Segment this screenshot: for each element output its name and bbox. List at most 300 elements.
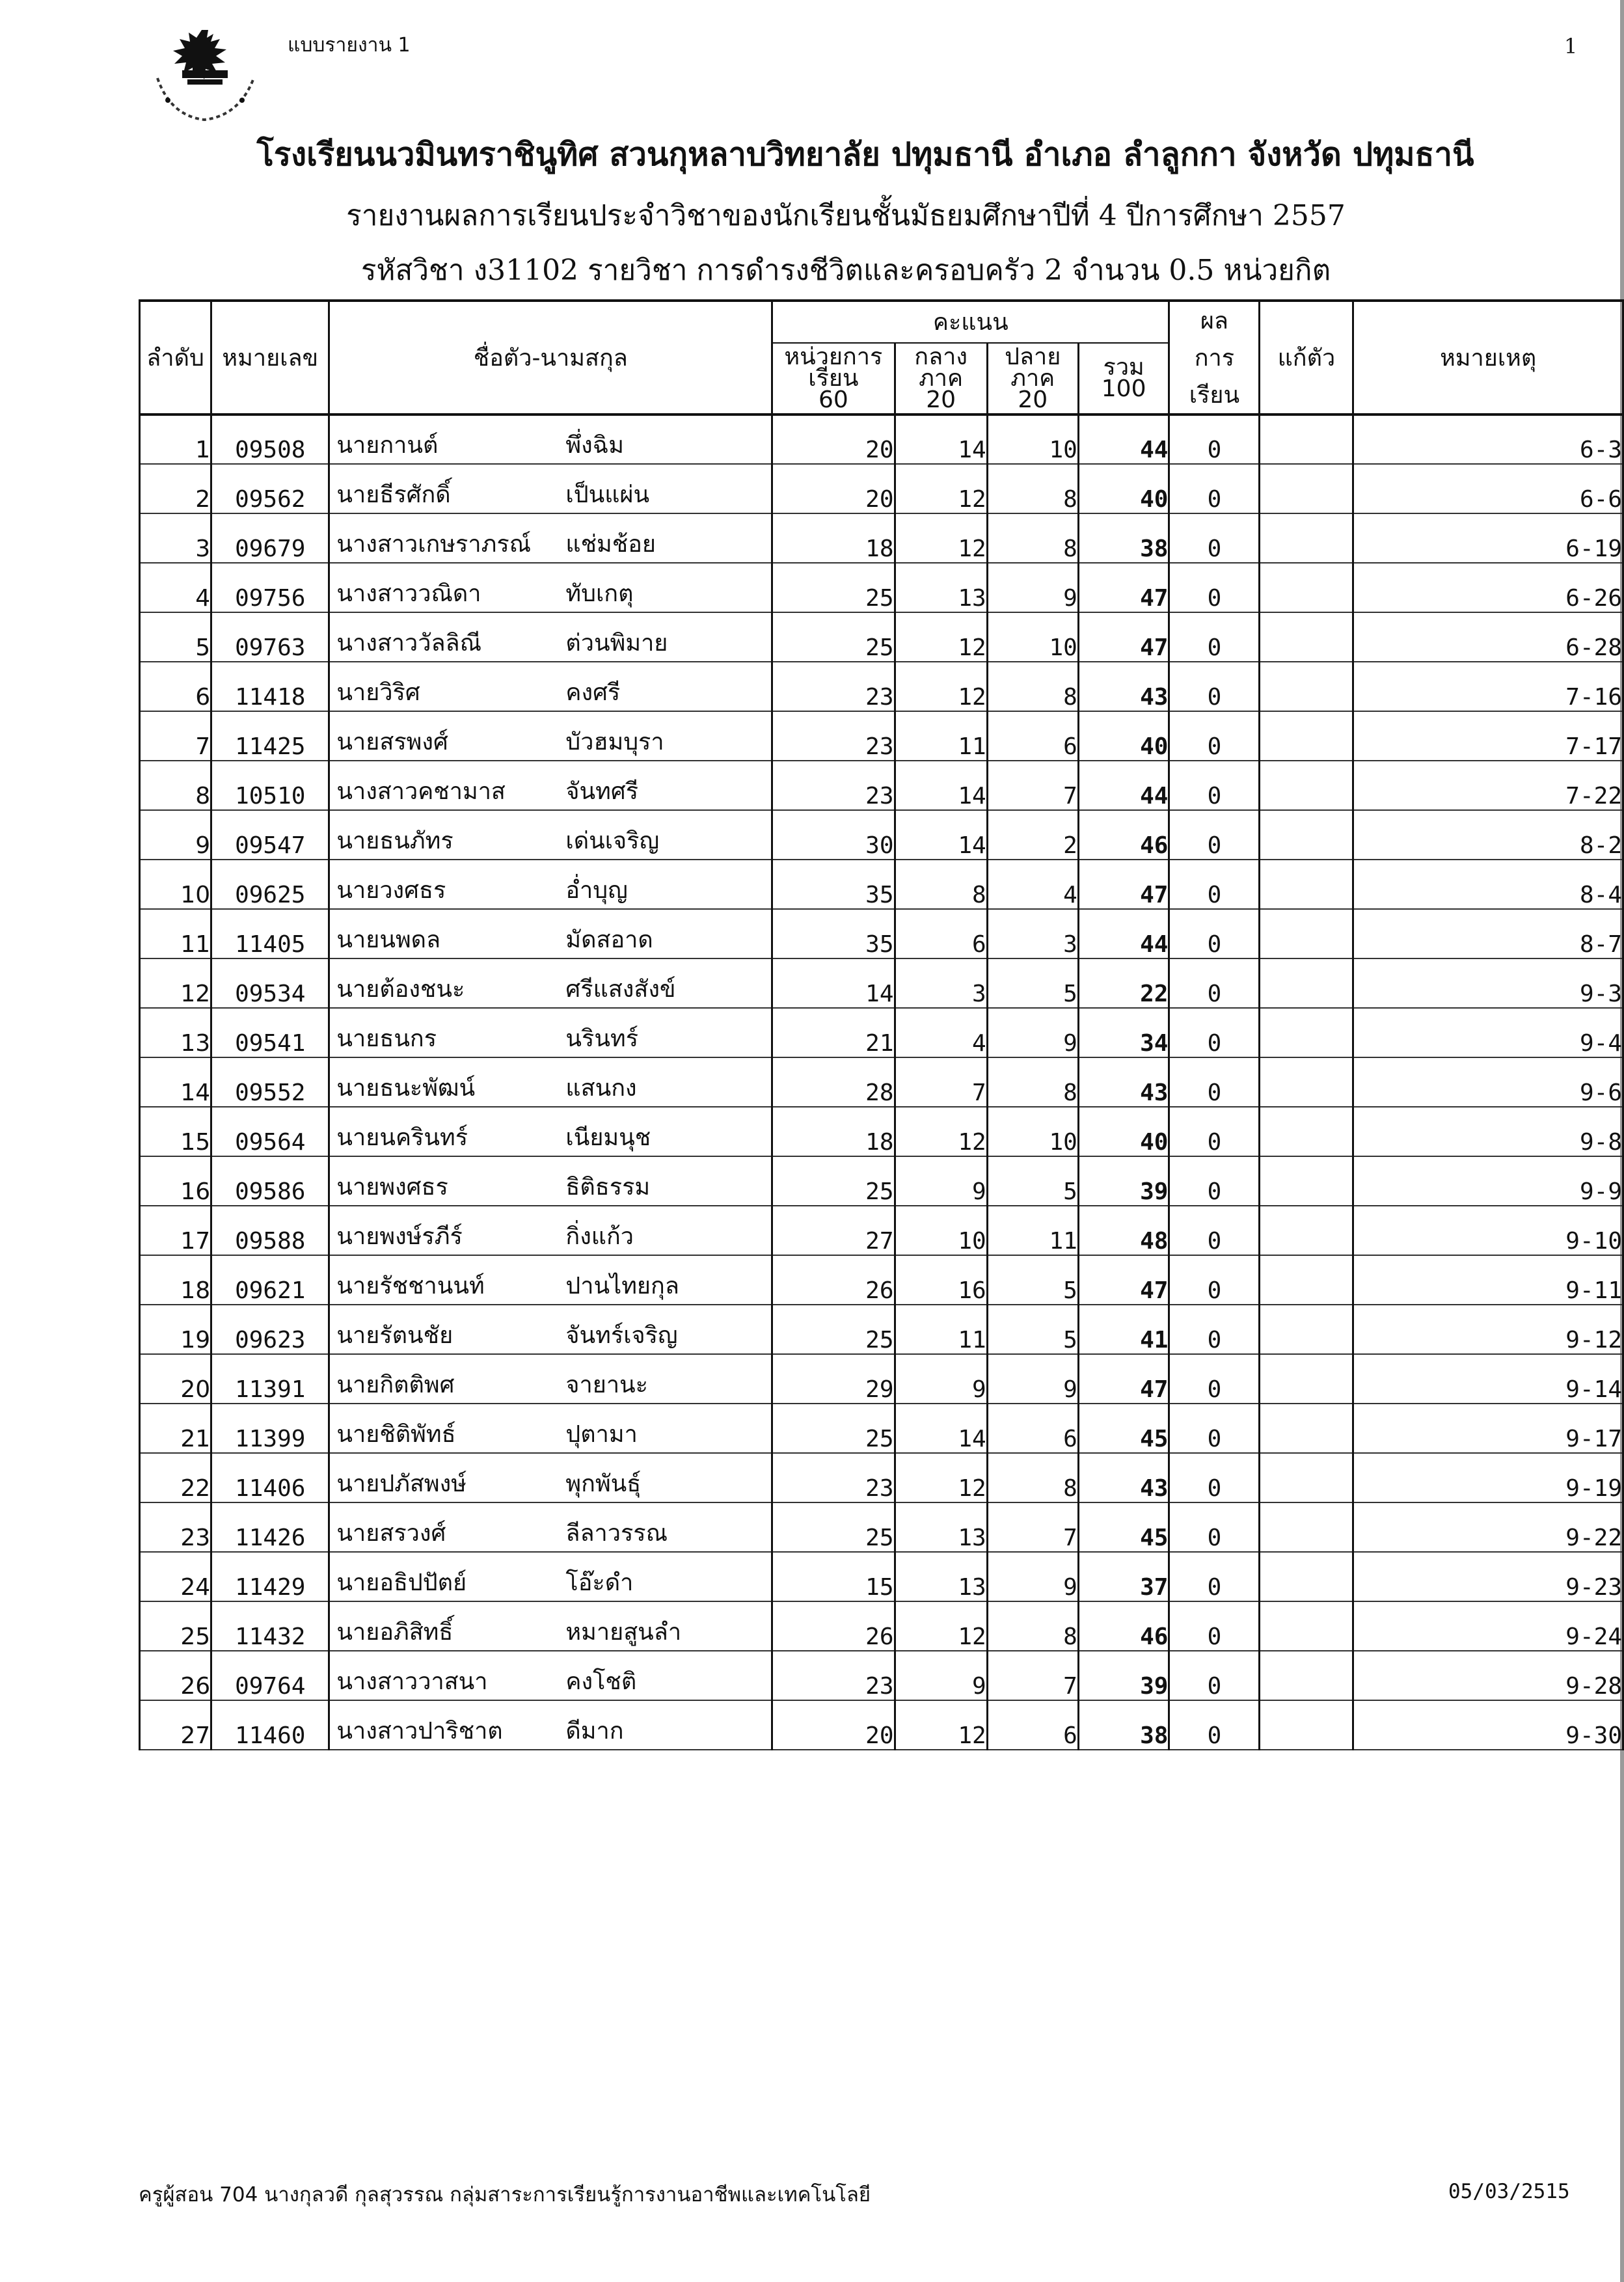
cell-student-id: 11460 xyxy=(211,1700,329,1750)
cell-total-score: 43 xyxy=(1078,1453,1169,1502)
cell-no: 25 xyxy=(140,1601,211,1651)
table-row xyxy=(140,761,1623,810)
cell-name xyxy=(329,662,772,711)
cell-final-score: 2 xyxy=(987,810,1078,860)
cell-retake xyxy=(1260,860,1353,909)
table-row xyxy=(140,1502,1623,1552)
cell-note: 6-26 xyxy=(1353,563,1623,612)
cell-result: 0 xyxy=(1169,1552,1260,1601)
cell-midterm-score: 14 xyxy=(895,414,987,464)
first-name: นายนครินทร์ xyxy=(336,1124,468,1151)
cell-retake xyxy=(1260,909,1353,958)
first-name: นายอธิปปัตย์ xyxy=(336,1569,467,1596)
first-name: นายกิตติพศ xyxy=(336,1372,455,1398)
cell-note: 9-12 xyxy=(1353,1305,1623,1354)
cell-note: 9-6 xyxy=(1353,1057,1623,1107)
last-name: ปานไทยกุล xyxy=(565,1273,679,1299)
cell-midterm-score: 6 xyxy=(895,909,987,958)
cell-name xyxy=(329,958,772,1008)
cell-midterm-score: 13 xyxy=(895,563,987,612)
cell-final-score: 6 xyxy=(987,1700,1078,1750)
cell-no: 5 xyxy=(140,612,211,662)
first-name: นายรัตนชัย xyxy=(336,1322,453,1349)
cell-result: 0 xyxy=(1169,513,1260,563)
cell-retake xyxy=(1260,1404,1353,1453)
table-row xyxy=(140,1453,1623,1502)
cell-student-id: 09588 xyxy=(211,1206,329,1255)
cell-final-score: 5 xyxy=(987,1255,1078,1305)
cell-student-id: 09508 xyxy=(211,414,329,464)
col-header-total-label: รวม xyxy=(1103,354,1144,381)
cell-midterm-score: 3 xyxy=(895,958,987,1008)
last-name: บัวฮมบุรา xyxy=(565,729,664,755)
cell-result: 0 xyxy=(1169,810,1260,860)
last-name: จันทศรี xyxy=(565,778,639,805)
cell-retake xyxy=(1260,711,1353,761)
cell-total-score: 47 xyxy=(1078,1255,1169,1305)
cell-no: 1 xyxy=(140,414,211,464)
cell-midterm-score: 4 xyxy=(895,1008,987,1057)
cell-total-score: 47 xyxy=(1078,612,1169,662)
cell-student-id: 09625 xyxy=(211,860,329,909)
cell-midterm-score: 9 xyxy=(895,1354,987,1404)
cell-student-id: 10510 xyxy=(211,761,329,810)
table-row xyxy=(140,1057,1623,1107)
cell-total-score: 45 xyxy=(1078,1404,1169,1453)
cell-no: 15 xyxy=(140,1107,211,1156)
last-name: ธิติธรรม xyxy=(565,1174,651,1201)
cell-unit-score: 30 xyxy=(772,810,895,860)
table-row xyxy=(140,1404,1623,1453)
cell-retake xyxy=(1260,563,1353,612)
cell-name xyxy=(329,1651,772,1700)
cell-note: 7-17 xyxy=(1353,711,1623,761)
report-form-label: แบบรายงาน 1 xyxy=(288,34,411,57)
cell-note: 6-19 xyxy=(1353,513,1623,563)
cell-note: 6-6 xyxy=(1353,464,1623,513)
first-name: นางสาววณิดา xyxy=(336,580,481,607)
cell-no: 22 xyxy=(140,1453,211,1502)
school-crest-logo xyxy=(144,25,265,122)
cell-note: 7-22 xyxy=(1353,761,1623,810)
cell-total-score: 40 xyxy=(1078,1107,1169,1156)
col-header-midterm-score xyxy=(895,343,987,414)
cell-student-id: 09763 xyxy=(211,612,329,662)
cell-final-score: 10 xyxy=(987,414,1078,464)
cell-result: 0 xyxy=(1169,414,1260,464)
first-name: นายปภัสพงษ์ xyxy=(336,1471,467,1497)
cell-final-score: 10 xyxy=(987,1107,1078,1156)
cell-total-score: 44 xyxy=(1078,414,1169,464)
first-name: นายธนภัทร xyxy=(336,828,453,854)
first-name: นายพงศธร xyxy=(336,1174,448,1201)
cell-midterm-score: 9 xyxy=(895,1651,987,1700)
cell-total-score: 47 xyxy=(1078,860,1169,909)
cell-retake xyxy=(1260,1057,1353,1107)
col-header-midterm-label: กลางภาค xyxy=(914,343,968,392)
cell-midterm-score: 12 xyxy=(895,464,987,513)
cell-name xyxy=(329,414,772,464)
table-row xyxy=(140,414,1623,464)
table-row xyxy=(140,662,1623,711)
cell-unit-score: 25 xyxy=(772,563,895,612)
cell-student-id: 11405 xyxy=(211,909,329,958)
cell-retake xyxy=(1260,1107,1353,1156)
cell-result: 0 xyxy=(1169,1255,1260,1305)
cell-name xyxy=(329,1255,772,1305)
cell-result: 0 xyxy=(1169,1651,1260,1700)
cell-no: 23 xyxy=(140,1502,211,1552)
cell-result: 0 xyxy=(1169,662,1260,711)
cell-no: 7 xyxy=(140,711,211,761)
cell-note: 9-24 xyxy=(1353,1601,1623,1651)
subject-info: รหัสวิชา ง31102 รายวิชา การดำรงชีวิตและครอบครัว 2 จำนวน 0.5 หน่วยกิต xyxy=(360,254,1331,287)
cell-midterm-score: 11 xyxy=(895,711,987,761)
col-header-final-score xyxy=(987,343,1078,414)
cell-name xyxy=(329,1354,772,1404)
cell-midterm-score: 12 xyxy=(895,1700,987,1750)
cell-retake xyxy=(1260,1453,1353,1502)
cell-final-score: 11 xyxy=(987,1206,1078,1255)
cell-name xyxy=(329,1552,772,1601)
cell-unit-score: 29 xyxy=(772,1354,895,1404)
cell-retake xyxy=(1260,662,1353,711)
cell-result: 0 xyxy=(1169,711,1260,761)
cell-final-score: 5 xyxy=(987,958,1078,1008)
cell-result: 0 xyxy=(1169,761,1260,810)
first-name: นายสรวงศ์ xyxy=(336,1520,446,1547)
cell-result: 0 xyxy=(1169,1107,1260,1156)
last-name: ต่วนพิมาย xyxy=(565,630,668,657)
cell-note: 9-23 xyxy=(1353,1552,1623,1601)
last-name: ปุตามา xyxy=(565,1421,638,1448)
col-header-result xyxy=(1169,301,1260,414)
col-header-total-max: 100 xyxy=(1101,375,1146,403)
cell-unit-score: 23 xyxy=(772,711,895,761)
cell-student-id: 09541 xyxy=(211,1008,329,1057)
cell-name xyxy=(329,1305,772,1354)
cell-no: 18 xyxy=(140,1255,211,1305)
cell-final-score: 3 xyxy=(987,909,1078,958)
cell-no: 12 xyxy=(140,958,211,1008)
cell-no: 11 xyxy=(140,909,211,958)
cell-total-score: 38 xyxy=(1078,513,1169,563)
cell-final-score: 8 xyxy=(987,513,1078,563)
cell-note: 6-3 xyxy=(1353,414,1623,464)
cell-midterm-score: 14 xyxy=(895,810,987,860)
cell-midterm-score: 14 xyxy=(895,1404,987,1453)
col-header-unit-max: 60 xyxy=(818,386,848,413)
cell-note: 9-22 xyxy=(1353,1502,1623,1552)
table-row xyxy=(140,1305,1623,1354)
cell-midterm-score: 16 xyxy=(895,1255,987,1305)
cell-unit-score: 18 xyxy=(772,513,895,563)
last-name: มัดสอาด xyxy=(565,927,653,953)
cell-result: 0 xyxy=(1169,563,1260,612)
last-name: ศรีแสงสังข์ xyxy=(565,976,676,1003)
cell-student-id: 09547 xyxy=(211,810,329,860)
cell-total-score: 43 xyxy=(1078,1057,1169,1107)
col-header-result-line2: การเรียน xyxy=(1189,345,1240,409)
last-name: จายานะ xyxy=(565,1372,648,1398)
cell-final-score: 8 xyxy=(987,1453,1078,1502)
cell-note: 9-3 xyxy=(1353,958,1623,1008)
cell-unit-score: 35 xyxy=(772,860,895,909)
first-name: นางสาววัลลิณี xyxy=(336,630,481,657)
cell-no: 10 xyxy=(140,860,211,909)
cell-no: 19 xyxy=(140,1305,211,1354)
cell-midterm-score: 11 xyxy=(895,1305,987,1354)
first-name: นายวงศธร xyxy=(336,877,446,904)
first-name: นางสาวปาริชาต xyxy=(336,1718,503,1745)
cell-result: 0 xyxy=(1169,1305,1260,1354)
cell-result: 0 xyxy=(1169,1008,1260,1057)
first-name: นางสาวคชามาส xyxy=(336,778,506,805)
table-row xyxy=(140,464,1623,513)
table-row xyxy=(140,1601,1623,1651)
cell-name xyxy=(329,860,772,909)
cell-retake xyxy=(1260,612,1353,662)
cell-midterm-score: 12 xyxy=(895,1601,987,1651)
cell-total-score: 39 xyxy=(1078,1651,1169,1700)
cell-midterm-score: 12 xyxy=(895,662,987,711)
col-header-scores: คะแนน xyxy=(772,301,1169,343)
cell-note: 9-30 xyxy=(1353,1700,1623,1750)
table-row xyxy=(140,1255,1623,1305)
school-title: โรงเรียนนวมินทราชินูทิศ สวนกุหลาบวิทยาลัย ปทุมธานี อำเภอ ลำลูกกา จังหวัด ปทุมธานี xyxy=(256,135,1474,173)
table-row xyxy=(140,1354,1623,1404)
col-header-student-id: หมายเลข xyxy=(211,301,329,414)
cell-result: 0 xyxy=(1169,1354,1260,1404)
cell-result: 0 xyxy=(1169,612,1260,662)
cell-student-id: 09564 xyxy=(211,1107,329,1156)
cell-midterm-score: 12 xyxy=(895,513,987,563)
cell-midterm-score: 12 xyxy=(895,1107,987,1156)
cell-note: 7-16 xyxy=(1353,662,1623,711)
table-row xyxy=(140,860,1623,909)
first-name: นายธนกร xyxy=(336,1026,437,1052)
first-name: นายชิติพัทธ์ xyxy=(336,1421,456,1448)
cell-unit-score: 26 xyxy=(772,1601,895,1651)
cell-unit-score: 25 xyxy=(772,1404,895,1453)
cell-name xyxy=(329,1601,772,1651)
cell-retake xyxy=(1260,810,1353,860)
last-name: คงโชติ xyxy=(565,1668,637,1695)
last-name: เนียมนุช xyxy=(565,1124,651,1151)
last-name: คงศรี xyxy=(565,679,621,706)
cell-unit-score: 23 xyxy=(772,662,895,711)
cell-final-score: 5 xyxy=(987,1305,1078,1354)
cell-unit-score: 25 xyxy=(772,612,895,662)
first-name: นายพงษ์รภีร์ xyxy=(336,1223,463,1250)
cell-unit-score: 21 xyxy=(772,1008,895,1057)
cell-no: 14 xyxy=(140,1057,211,1107)
cell-unit-score: 27 xyxy=(772,1206,895,1255)
cell-unit-score: 25 xyxy=(772,1305,895,1354)
cell-student-id: 09764 xyxy=(211,1651,329,1700)
cell-total-score: 37 xyxy=(1078,1552,1169,1601)
cell-total-score: 39 xyxy=(1078,1156,1169,1206)
cell-total-score: 48 xyxy=(1078,1206,1169,1255)
cell-total-score: 45 xyxy=(1078,1502,1169,1552)
cell-name xyxy=(329,1453,772,1502)
last-name: แสนกง xyxy=(565,1075,637,1102)
cell-unit-score: 14 xyxy=(772,958,895,1008)
last-name: นรินทร์ xyxy=(565,1026,639,1052)
cell-note: 9-19 xyxy=(1353,1453,1623,1502)
cell-retake xyxy=(1260,1008,1353,1057)
cell-result: 0 xyxy=(1169,1206,1260,1255)
cell-result: 0 xyxy=(1169,909,1260,958)
first-name: นายธีรศักดิ์ xyxy=(336,482,451,508)
cell-unit-score: 35 xyxy=(772,909,895,958)
cell-student-id: 09534 xyxy=(211,958,329,1008)
cell-final-score: 6 xyxy=(987,711,1078,761)
cell-no: 20 xyxy=(140,1354,211,1404)
cell-unit-score: 23 xyxy=(772,761,895,810)
cell-final-score: 9 xyxy=(987,563,1078,612)
cell-no: 26 xyxy=(140,1651,211,1700)
table-row xyxy=(140,1552,1623,1601)
table-row xyxy=(140,612,1623,662)
cell-note: 9-8 xyxy=(1353,1107,1623,1156)
table-row xyxy=(140,513,1623,563)
cell-name xyxy=(329,761,772,810)
cell-student-id: 11399 xyxy=(211,1404,329,1453)
cell-note: 9-17 xyxy=(1353,1404,1623,1453)
last-name: พึ่งฉิม xyxy=(565,432,624,459)
col-header-total-score xyxy=(1078,343,1169,414)
col-header-no: ลำดับ xyxy=(140,301,211,414)
cell-unit-score: 28 xyxy=(772,1057,895,1107)
cell-unit-score: 26 xyxy=(772,1255,895,1305)
cell-student-id: 11432 xyxy=(211,1601,329,1651)
page-number: 1 xyxy=(1564,34,1578,59)
col-header-midterm-max: 20 xyxy=(926,386,956,413)
table-row xyxy=(140,1700,1623,1750)
cell-note: 9-10 xyxy=(1353,1206,1623,1255)
grades-table xyxy=(139,299,1624,1750)
cell-retake xyxy=(1260,761,1353,810)
cell-result: 0 xyxy=(1169,464,1260,513)
cell-no: 2 xyxy=(140,464,211,513)
cell-result: 0 xyxy=(1169,1502,1260,1552)
cell-no: 21 xyxy=(140,1404,211,1453)
cell-name xyxy=(329,810,772,860)
cell-final-score: 8 xyxy=(987,464,1078,513)
cell-result: 0 xyxy=(1169,958,1260,1008)
last-name: กิ่งแก้ว xyxy=(565,1223,634,1250)
cell-name xyxy=(329,612,772,662)
cell-student-id: 11391 xyxy=(211,1354,329,1404)
cell-no: 6 xyxy=(140,662,211,711)
last-name: แช่มช้อย xyxy=(565,531,656,558)
table-row xyxy=(140,810,1623,860)
table-row xyxy=(140,1206,1623,1255)
cell-no: 9 xyxy=(140,810,211,860)
cell-student-id: 11418 xyxy=(211,662,329,711)
cell-no: 3 xyxy=(140,513,211,563)
table-row xyxy=(140,563,1623,612)
cell-total-score: 47 xyxy=(1078,563,1169,612)
cell-total-score: 43 xyxy=(1078,662,1169,711)
last-name: เด่นเจริญ xyxy=(565,828,660,854)
cell-total-score: 44 xyxy=(1078,761,1169,810)
cell-retake xyxy=(1260,414,1353,464)
cell-note: 8-4 xyxy=(1353,860,1623,909)
cell-retake xyxy=(1260,1354,1353,1404)
cell-final-score: 4 xyxy=(987,860,1078,909)
cell-note: 6-28 xyxy=(1353,612,1623,662)
cell-final-score: 7 xyxy=(987,1502,1078,1552)
cell-retake xyxy=(1260,464,1353,513)
cell-result: 0 xyxy=(1169,1057,1260,1107)
cell-name xyxy=(329,909,772,958)
last-name: เป็นแผ่น xyxy=(565,482,650,508)
cell-retake xyxy=(1260,513,1353,563)
cell-midterm-score: 12 xyxy=(895,612,987,662)
cell-retake xyxy=(1260,1700,1353,1750)
cell-student-id: 09679 xyxy=(211,513,329,563)
cell-name xyxy=(329,711,772,761)
cell-midterm-score: 9 xyxy=(895,1156,987,1206)
cell-result: 0 xyxy=(1169,1156,1260,1206)
last-name: หมายสูนลำ xyxy=(565,1619,682,1646)
cell-no: 27 xyxy=(140,1700,211,1750)
col-header-result-line1: ผล xyxy=(1200,308,1228,334)
col-header-unit-score xyxy=(772,343,895,414)
cell-midterm-score: 12 xyxy=(895,1453,987,1502)
cell-total-score: 44 xyxy=(1078,909,1169,958)
cell-result: 0 xyxy=(1169,1404,1260,1453)
cell-name xyxy=(329,464,772,513)
first-name: นายนพดล xyxy=(336,927,441,953)
cell-total-score: 34 xyxy=(1078,1008,1169,1057)
cell-note: 8-7 xyxy=(1353,909,1623,958)
cell-total-score: 47 xyxy=(1078,1354,1169,1404)
cell-no: 17 xyxy=(140,1206,211,1255)
cell-unit-score: 25 xyxy=(772,1156,895,1206)
cell-midterm-score: 10 xyxy=(895,1206,987,1255)
cell-name xyxy=(329,1700,772,1750)
cell-name xyxy=(329,1107,772,1156)
cell-unit-score: 25 xyxy=(772,1502,895,1552)
cell-name xyxy=(329,1008,772,1057)
cell-total-score: 38 xyxy=(1078,1700,1169,1750)
last-name: ดีมาก xyxy=(565,1718,624,1745)
first-name: นายสรพงศ์ xyxy=(336,729,448,755)
cell-unit-score: 23 xyxy=(772,1651,895,1700)
cell-name xyxy=(329,1206,772,1255)
cell-name xyxy=(329,1156,772,1206)
cell-unit-score: 20 xyxy=(772,414,895,464)
cell-total-score: 41 xyxy=(1078,1305,1169,1354)
first-name: นายรัชชานนท์ xyxy=(336,1273,485,1299)
cell-student-id: 11426 xyxy=(211,1502,329,1552)
report-title: รายงานผลการเรียนประจำวิชาของนักเรียนชั้นมัธยมศึกษาปีที่ 4 ปีการศึกษา 2557 xyxy=(346,199,1346,232)
col-header-final-label: ปลายภาค xyxy=(1005,343,1061,392)
cell-note: 9-28 xyxy=(1353,1651,1623,1700)
cell-final-score: 9 xyxy=(987,1354,1078,1404)
cell-student-id: 09552 xyxy=(211,1057,329,1107)
cell-name xyxy=(329,513,772,563)
table-row xyxy=(140,711,1623,761)
cell-no: 16 xyxy=(140,1156,211,1206)
cell-final-score: 8 xyxy=(987,1057,1078,1107)
cell-midterm-score: 8 xyxy=(895,860,987,909)
cell-retake xyxy=(1260,1206,1353,1255)
first-name: นายอภิสิทธิ์ xyxy=(336,1619,453,1646)
